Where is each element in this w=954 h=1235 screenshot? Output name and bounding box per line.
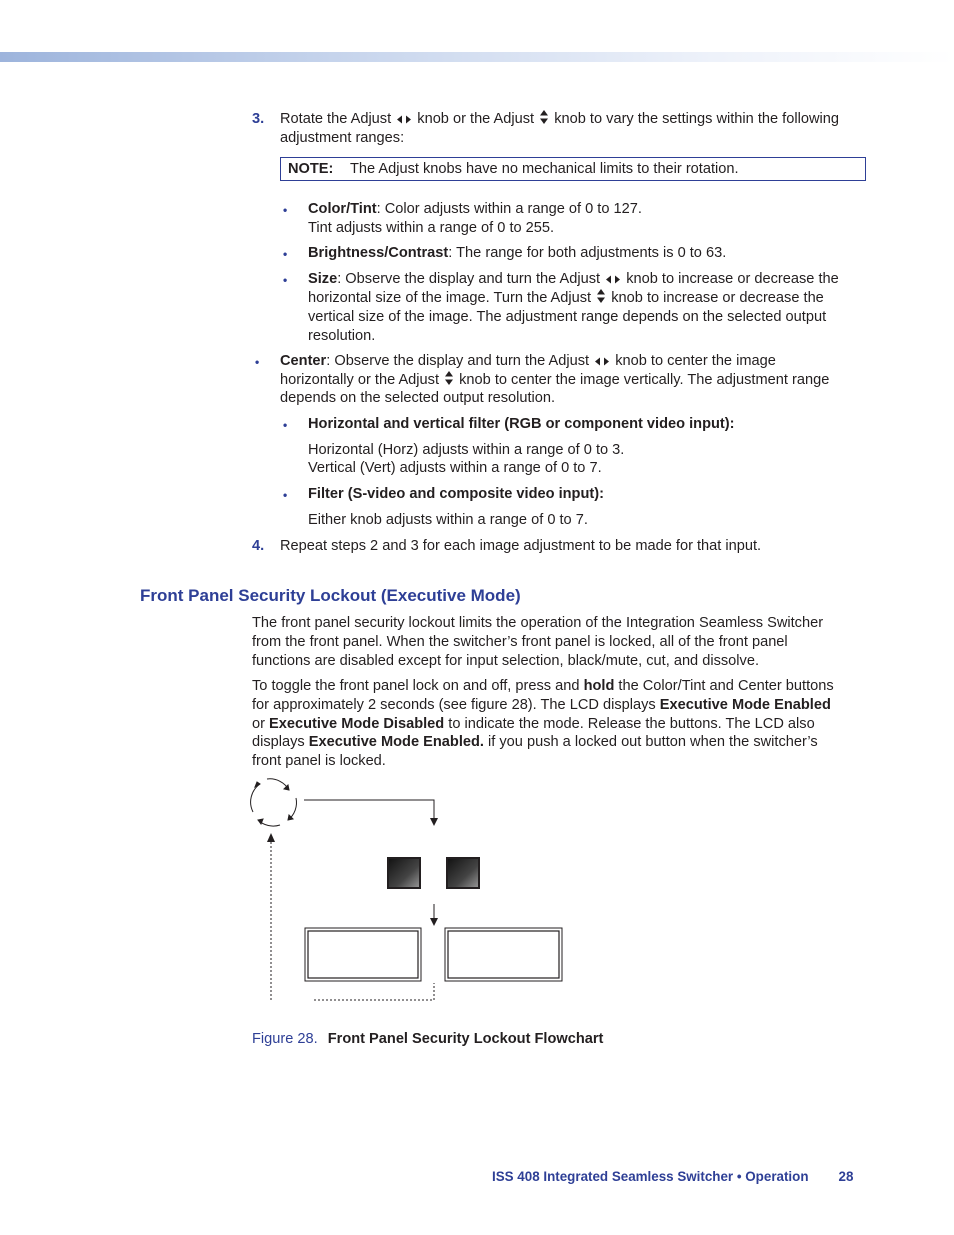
arrow-up-icon	[267, 833, 275, 842]
bullet-icon: •	[255, 355, 260, 369]
svideo-filter-line-1: Either knob adjusts within a range of 0 to 7.	[308, 512, 588, 528]
bullet-icon: •	[283, 273, 288, 287]
hv-filter-heading: Horizontal and vertical filter (RGB or component video input):	[308, 416, 735, 432]
size-item-line-4: resolution.	[308, 328, 376, 344]
lcd-display-enabled	[305, 928, 421, 981]
svideo-filter-heading: Filter (S-video and composite video input):	[308, 486, 604, 502]
left-right-arrows-icon	[595, 353, 609, 372]
footer-text: ISS 408 Integrated Seamless Switcher • Operation	[492, 1169, 809, 1184]
up-down-arrows-icon	[540, 110, 548, 130]
section-paragraph-1-line-2: from the front panel. When the switcher’s front panel is locked, all of the front panel	[252, 634, 788, 650]
left-right-arrows-icon	[606, 271, 620, 290]
figure-title: Front Panel Security Lockout Flowchart	[327, 1031, 604, 1047]
flow-line-top	[304, 800, 434, 820]
step-4-number: 4.	[252, 538, 265, 554]
center-item-line-2: horizontally or the Adjust knob to center the image vertically. The adjustment range	[280, 371, 829, 391]
hv-filter-line-1: Horizontal (Horz) adjusts within a range of 0 to 3.	[308, 442, 625, 458]
left-right-arrows-icon	[397, 111, 411, 130]
step-4-text: Repeat steps 2 and 3 for each image adjustment to be made for that input.	[280, 538, 762, 554]
page-footer	[492, 1168, 853, 1187]
step-3-line-2: adjustment ranges:	[280, 130, 405, 146]
size-item-line-1: Size: Observe the display and turn the Adjust knob to increase or decrease the	[308, 270, 839, 290]
figure-caption	[252, 1030, 603, 1049]
up-down-arrows-icon	[445, 371, 453, 391]
color-tint-line-2: Tint adjusts within a range of 0 to 255.	[308, 220, 555, 236]
flow-line-return	[314, 983, 434, 1000]
hv-filter-line-2: Vertical (Vert) adjusts within a range of 0 to 7.	[308, 460, 602, 476]
step-3-line-1: Rotate the Adjust knob or the Adjust knob to vary the settings within the following	[280, 110, 839, 130]
section-paragraph-1-line-1: The front panel security lockout limits the operation of the Integration Seamless Switcher	[252, 615, 824, 631]
section-paragraph-2-line-4: displays Executive Mode Enabled. if you push a locked out button when the switcher’s	[252, 734, 818, 750]
brightness-contrast-item: Brightness/Contrast: The range for both adjustments is 0 to 63.	[308, 245, 727, 261]
color-tint-button	[388, 858, 420, 888]
bullet-icon: •	[283, 203, 288, 217]
page-number: 28	[838, 1169, 854, 1184]
lcd-display-disabled	[445, 928, 562, 981]
arrow-down-icon	[430, 818, 438, 826]
section-paragraph-2-line-1: To toggle the front panel lock on and off, press and hold the Color/Tint and Center buttons	[252, 678, 834, 694]
lockout-flowchart	[240, 770, 580, 1010]
section-paragraph-1-line-3: functions are disabled except for input selection, black/mute, cut, and dissolve.	[252, 653, 760, 669]
center-button	[447, 858, 479, 888]
section-heading: Front Panel Security Lockout (Executive Mode)	[140, 586, 521, 605]
arrow-down-icon	[430, 918, 438, 926]
color-tint-item: Color/Tint: Color adjusts within a range of 0 to 127.	[308, 201, 642, 217]
note-text: The Adjust knobs have no mechanical limits to their rotation.	[350, 161, 739, 177]
step-3-number: 3.	[252, 111, 265, 127]
size-item-line-3: vertical size of the image. The adjustment range depends on the selected output	[308, 309, 827, 325]
bullet-icon: •	[283, 488, 288, 502]
header-gradient-bar	[0, 52, 954, 62]
center-item-line-3: depends on the selected output resolution.	[280, 390, 556, 406]
section-paragraph-2-line-3: or Executive Mode Disabled to indicate the mode. Release the buttons. The LCD also	[252, 716, 815, 732]
note-label: NOTE:	[288, 161, 334, 177]
center-item-line-1: Center: Observe the display and turn the Adjust knob to center the image	[280, 352, 776, 372]
section-paragraph-2-line-5: front panel is locked.	[252, 753, 386, 769]
bullet-icon: •	[283, 247, 288, 261]
bullet-icon: •	[283, 418, 288, 432]
rotate-cycle-icon	[251, 779, 297, 826]
up-down-arrows-icon	[597, 289, 605, 309]
note-box	[280, 157, 866, 181]
size-item-line-2: horizontal size of the image. Turn the Adjust knob to increase or decrease the	[308, 289, 824, 309]
figure-number: Figure 28.	[252, 1031, 318, 1047]
section-paragraph-2-line-2: for approximately 2 seconds (see figure 28). The LCD displays Executive Mode Enabled	[252, 697, 831, 713]
